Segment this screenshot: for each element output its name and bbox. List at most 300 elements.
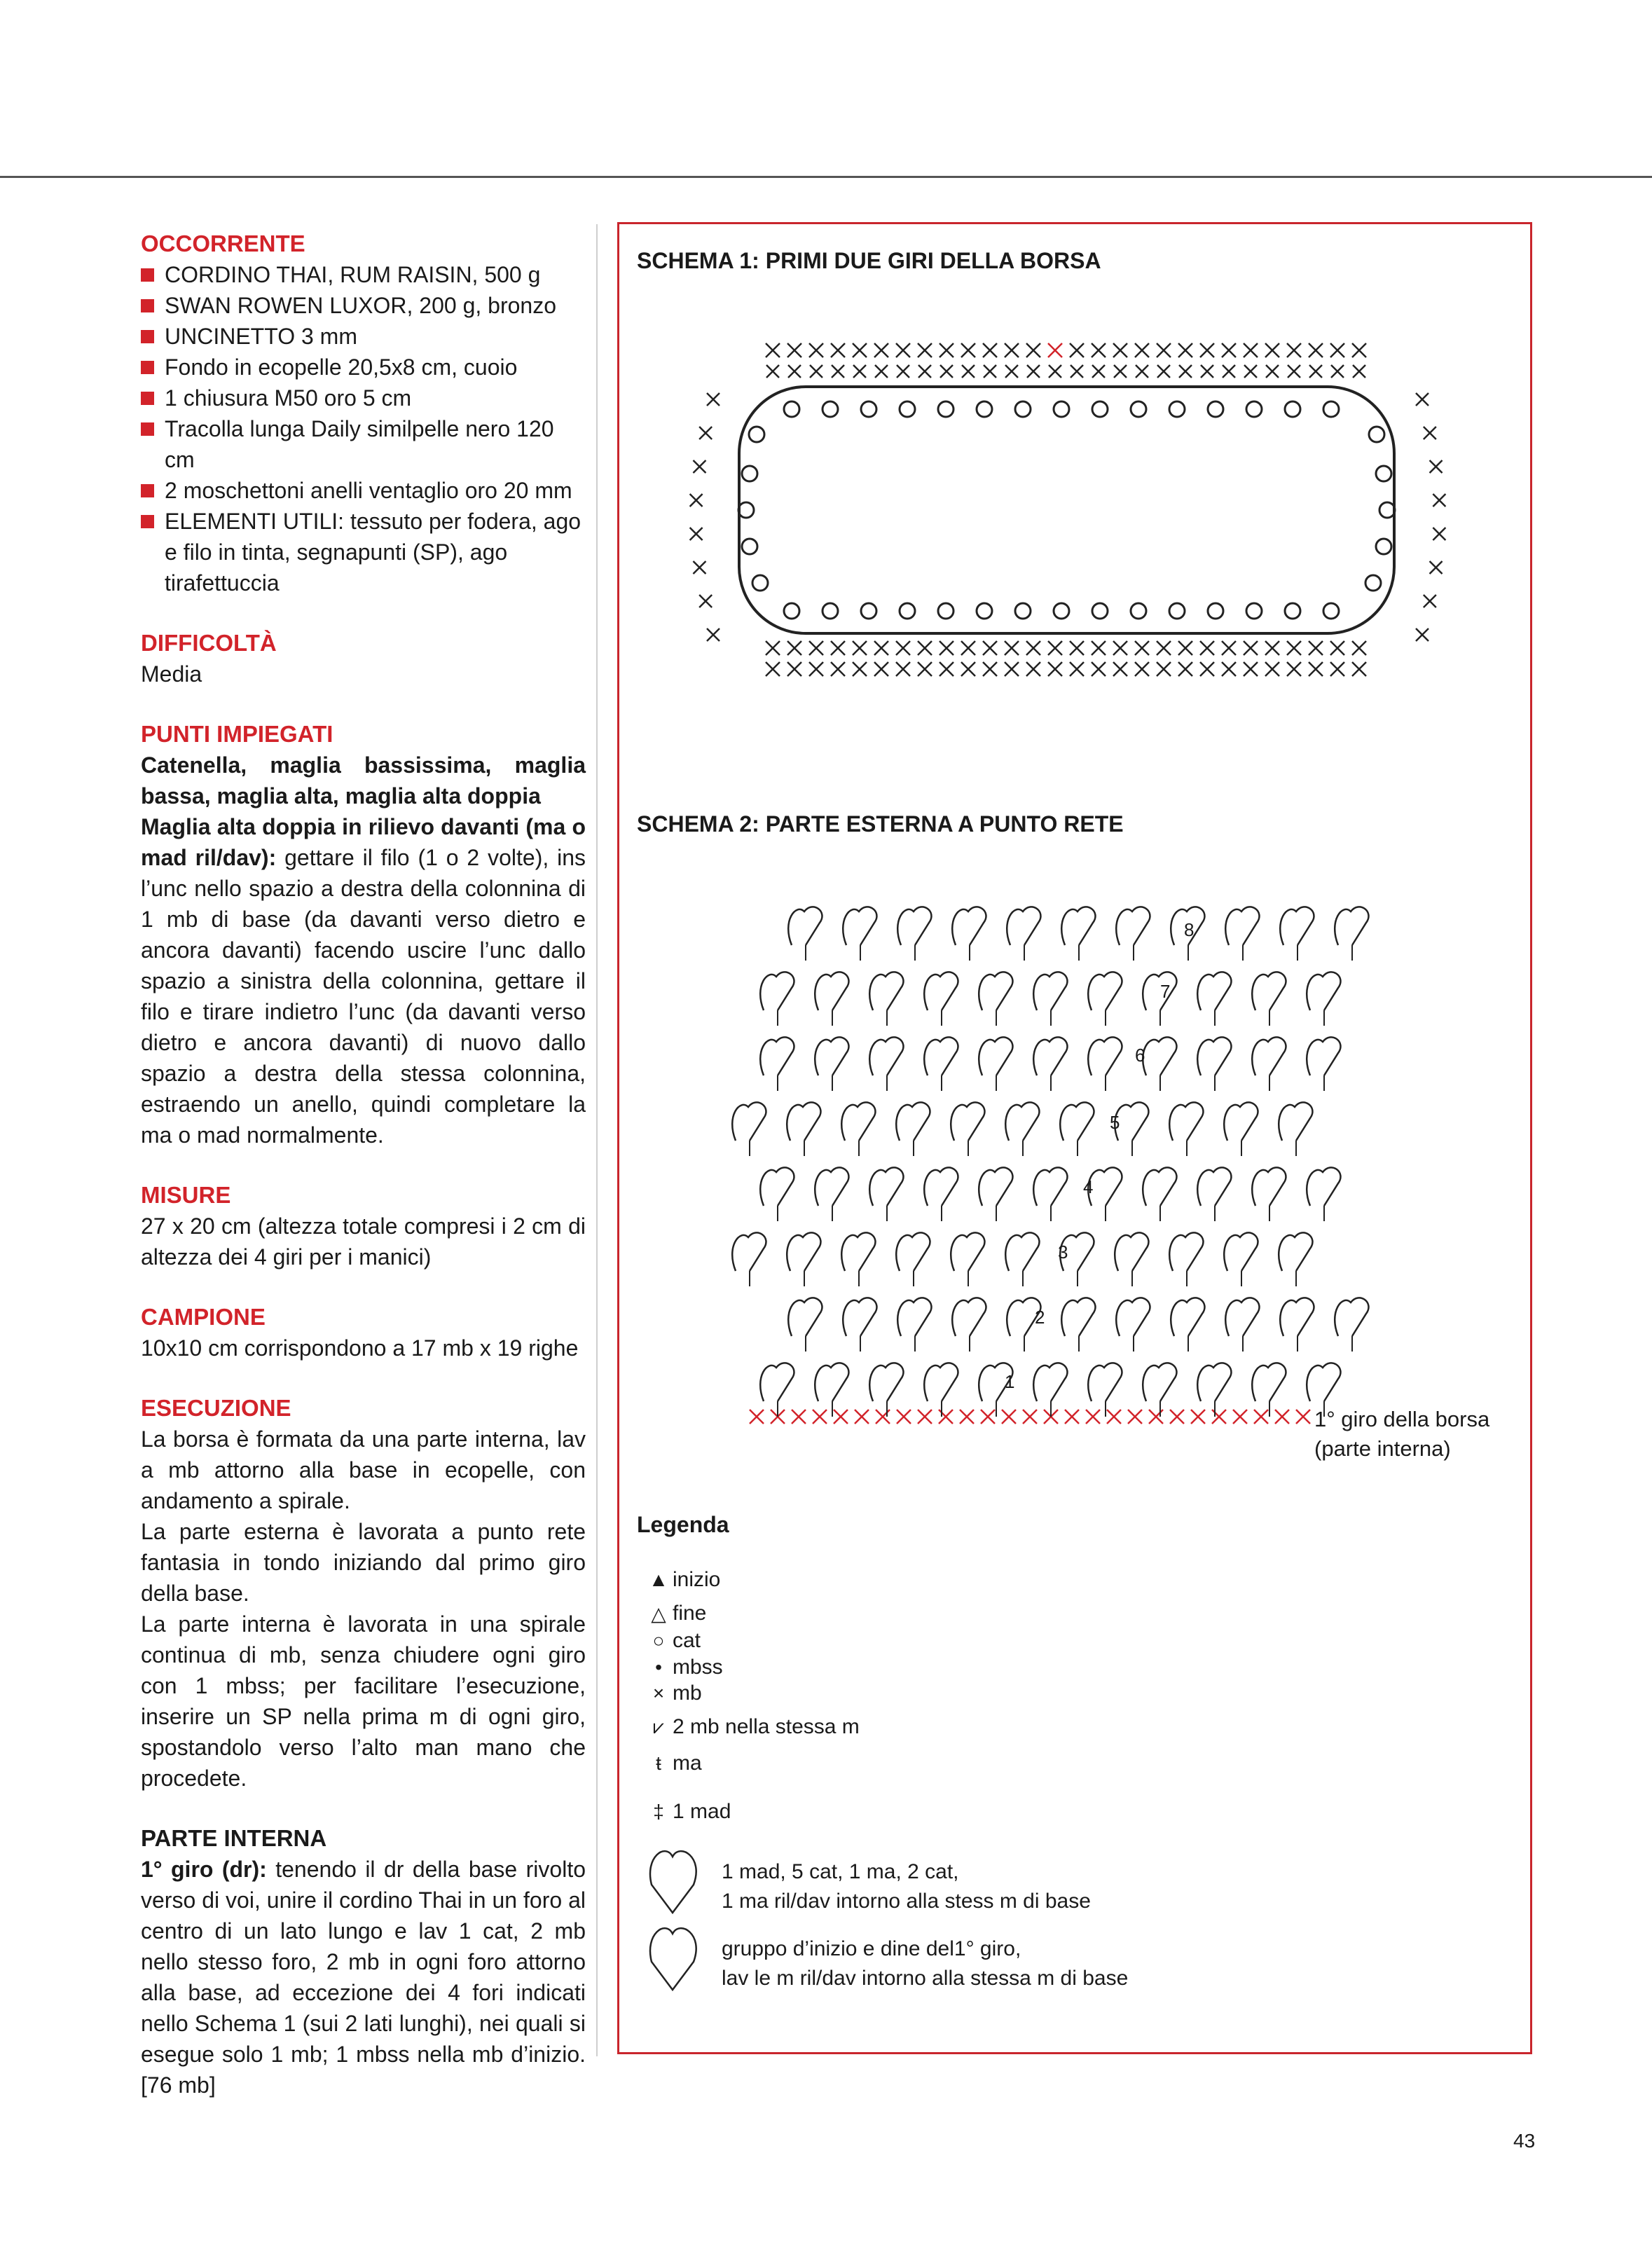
chain-mark (1365, 575, 1381, 591)
shell-stitch-mark (841, 1102, 875, 1141)
shell-stitch-mark (896, 1232, 930, 1271)
shell-stitch-mark (869, 1167, 903, 1206)
single-crochet-mark (1136, 365, 1148, 378)
single-crochet-mark (766, 343, 780, 357)
shell-stitch-mark (1197, 972, 1231, 1010)
section-text: 27 x 20 cm (altezza totale compresi i 2 cm di altezza dei 4 giri per i manici) (141, 1213, 586, 1270)
shell-stitch-mark (1116, 907, 1150, 945)
legend-text: 1 mad, 5 cat, 1 ma, 2 cat, (722, 1860, 959, 1883)
treble-crochet-icon: ‡ (653, 1801, 664, 1822)
schema2-caption-line1: 1° giro della borsa (1314, 1407, 1490, 1431)
shell-group-icon (650, 1851, 696, 1913)
shell-stitch-mark (1307, 972, 1340, 1010)
single-crochet-mark (1113, 343, 1127, 357)
single-crochet-mark (874, 343, 888, 357)
single-crochet-mark (1157, 641, 1171, 655)
list-item: UNCINETTO 3 mm (141, 321, 586, 352)
single-crochet-mark (1070, 662, 1084, 676)
single-crochet-mark (1266, 365, 1279, 378)
single-crochet-mark (1128, 1410, 1142, 1424)
single-crochet-mark (1023, 1410, 1037, 1424)
single-crochet-mark (1113, 662, 1127, 676)
single-crochet-mark (1296, 1410, 1310, 1424)
shell-stitch-mark (788, 907, 822, 945)
row-label: 2 (1035, 1307, 1045, 1328)
chain-mark (1379, 502, 1395, 518)
legend-item: ▲ inizio (645, 1566, 720, 1594)
list-item: Fondo in ecopelle 20,5x8 cm, cuoio (141, 352, 586, 383)
chain-mark (1131, 603, 1146, 619)
single-crochet-mark (1135, 343, 1149, 357)
single-crochet-mark (766, 641, 780, 655)
single-crochet-mark (1092, 662, 1106, 676)
single-crochet-mark (1092, 365, 1105, 378)
shell-stitch-mark (1007, 907, 1040, 945)
shell-stitch-mark (869, 972, 903, 1010)
shell-stitch-mark (1169, 1102, 1203, 1141)
shell-stitch-mark (924, 1037, 958, 1075)
shell-stitch-mark (1143, 1363, 1176, 1401)
single-crochet-mark (1330, 662, 1344, 676)
single-crochet-mark (918, 662, 932, 676)
section-title: DIFFICOLTÀ (141, 630, 277, 656)
single-crochet-mark (1433, 528, 1445, 540)
single-crochet-mark (1048, 343, 1062, 357)
single-crochet-mark (766, 365, 779, 378)
section-text: La parte interna è lavorata in una spirale continua di mb, senza chiudere ogni giro con 1 mbss; per facilitare l’esecuzione, inserire un SP nella prima m di ogni giro, spostandolo verso l’alto man mano che procedete. (141, 1611, 586, 1791)
start-arrow-icon: ▲ (649, 1569, 668, 1590)
shell-stitch-mark (979, 1167, 1012, 1206)
shell-stitch-mark (760, 1167, 794, 1206)
single-crochet-mark (1005, 662, 1019, 676)
single-crochet-mark (983, 662, 997, 676)
single-crochet-mark (1424, 427, 1436, 439)
single-crochet-mark (939, 343, 954, 357)
shell-stitch-mark (788, 1298, 822, 1336)
legend-item: ŧ ma (645, 1749, 702, 1777)
legend-item: ‡ 1 mad (645, 1798, 731, 1826)
single-crochet-mark (1048, 641, 1062, 655)
single-crochet-mark (1430, 460, 1443, 473)
single-crochet-mark (1026, 641, 1040, 655)
chain-mark (938, 401, 954, 417)
single-crochet-mark (831, 662, 845, 676)
shell-stitch-mark (841, 1232, 875, 1271)
single-crochet-mark (940, 365, 953, 378)
single-crochet-mark (813, 1410, 827, 1424)
single-crochet-mark (1200, 641, 1214, 655)
shell-stitch-mark (1169, 1232, 1203, 1271)
single-crochet-mark (1065, 1410, 1079, 1424)
shell-stitch-mark (951, 1232, 984, 1271)
single-crochet-mark (1200, 662, 1214, 676)
schema1-title: SCHEMA 1: PRIMI DUE GIRI DELLA BORSA (637, 248, 1101, 273)
shell-stitch-mark (1252, 1363, 1286, 1401)
chain-mark (1323, 401, 1339, 417)
single-crochet-mark (809, 641, 823, 655)
chain-mark (742, 466, 757, 481)
chain-mark (1208, 401, 1223, 417)
single-crochet-mark (1233, 1410, 1247, 1424)
single-crochet-mark (1275, 1410, 1289, 1424)
single-crochet-icon: × (652, 1682, 665, 1704)
single-crochet-mark (918, 365, 931, 378)
single-crochet-mark (918, 641, 932, 655)
single-crochet-mark (809, 662, 823, 676)
single-crochet-mark (1244, 662, 1258, 676)
list-item: ELEMENTI UTILI: tessuto per fodera, ago e filo in tinta, segnapunti (SP), ago tirafettuccia (141, 506, 586, 598)
single-crochet-mark (1005, 343, 1019, 357)
section-title: MISURE (141, 1182, 231, 1208)
single-crochet-mark (1200, 343, 1214, 357)
double-crochet-icon: ŧ (656, 1752, 661, 1774)
shell-stitch-mark (787, 1232, 820, 1271)
shell-stitch-mark (815, 1167, 848, 1206)
single-crochet-mark (1330, 641, 1344, 655)
shell-stitch-mark (1224, 1102, 1258, 1141)
single-crochet-mark (853, 641, 867, 655)
shell-stitch-mark (1280, 907, 1314, 945)
chain-mark (749, 427, 764, 442)
chain-mark (1246, 603, 1262, 619)
shell-stitch-mark (1225, 907, 1259, 945)
chain-mark (1131, 401, 1146, 417)
single-crochet-mark (1222, 343, 1236, 357)
shell-stitch-mark (1197, 1363, 1231, 1401)
section-text: Media (141, 661, 202, 687)
legend-text: lav le m ril/dav intorno alla stessa m di base (722, 1967, 1129, 1990)
row-label: 7 (1160, 981, 1171, 1002)
section-text: 10x10 cm corrispondono a 17 mb x 19 righe (141, 1335, 579, 1361)
shell-stitch-mark (1280, 1298, 1314, 1336)
shell-stitch-mark (1033, 1167, 1067, 1206)
two-sc-same-stitch-icon: ⩗ (653, 1715, 664, 1738)
single-crochet-mark (1135, 641, 1149, 655)
shell-stitch-mark (1088, 1363, 1122, 1401)
single-crochet-mark (1309, 662, 1323, 676)
section-title: CAMPIONE (141, 1304, 266, 1330)
shell-stitch-mark (843, 1298, 876, 1336)
list-item: Tracolla lunga Daily similpelle nero 120 cm (141, 413, 586, 475)
single-crochet-mark (699, 595, 712, 607)
single-crochet-mark (962, 365, 975, 378)
shell-stitch-mark (1115, 1232, 1148, 1271)
shell-stitch-mark (1005, 1232, 1039, 1271)
single-crochet-mark (1330, 343, 1344, 357)
single-crochet-mark (939, 641, 954, 655)
shell-stitch-mark (979, 972, 1012, 1010)
shell-stitch-mark (897, 907, 931, 945)
shell-stitch-mark (924, 972, 958, 1010)
end-arrow-icon: △ (651, 1602, 666, 1625)
single-crochet-mark (1353, 365, 1365, 378)
single-crochet-mark (1222, 641, 1236, 655)
single-crochet-mark (1178, 343, 1192, 357)
shell-stitch-mark (1061, 1298, 1095, 1336)
shell-stitch-mark (952, 907, 986, 945)
shell-stitch-mark (760, 972, 794, 1010)
shell-stitch-mark (1335, 1298, 1368, 1336)
single-crochet-mark (1254, 1410, 1268, 1424)
shell-stitch-mark (896, 1102, 930, 1141)
shell-stitch-mark (1197, 1037, 1231, 1075)
single-crochet-mark (874, 662, 888, 676)
list-item: SWAN ROWEN LUXOR, 200 g, bronzo (141, 290, 586, 321)
shell-stitch-mark (1252, 1167, 1286, 1206)
shell-group-icon (650, 1928, 696, 1990)
single-crochet-mark (1026, 662, 1040, 676)
shell-stitch-mark (1307, 1167, 1340, 1206)
single-crochet-mark (961, 343, 975, 357)
chain-mark (1369, 427, 1384, 442)
shell-stitch-mark (1088, 1037, 1122, 1075)
single-crochet-mark (960, 1410, 974, 1424)
shell-stitch-mark (787, 1102, 820, 1141)
single-crochet-mark (918, 1410, 932, 1424)
single-crochet-mark (690, 528, 703, 540)
chain-mark (1376, 539, 1391, 554)
chain-mark (1208, 603, 1223, 619)
shell-stitch-mark (869, 1037, 903, 1075)
base-outline (739, 387, 1394, 633)
single-crochet-mark (1178, 641, 1192, 655)
schema2-title: SCHEMA 2: PARTE ESTERNA A PUNTO RETE (637, 811, 1124, 837)
single-crochet-mark (1424, 595, 1436, 607)
shell-stitch-mark (1252, 972, 1286, 1010)
row-label: 8 (1184, 919, 1195, 940)
row-label: 5 (1110, 1112, 1120, 1133)
single-crochet-mark (831, 343, 845, 357)
single-crochet-mark (1416, 393, 1429, 406)
single-crochet-mark (1092, 641, 1106, 655)
slip-stitch-icon: • (655, 1656, 662, 1678)
shell-stitch-mark (951, 1102, 984, 1141)
list-item: CORDINO THAI, RUM RAISIN, 500 g (141, 259, 586, 290)
single-crochet-mark (896, 641, 910, 655)
single-crochet-mark (1070, 343, 1084, 357)
single-crochet-mark (853, 662, 867, 676)
chain-mark (1092, 401, 1108, 417)
chain-mark (1015, 603, 1031, 619)
shell-stitch-mark (732, 1102, 766, 1141)
shell-stitch-mark (1005, 1102, 1039, 1141)
single-crochet-mark (1288, 365, 1300, 378)
chain-mark (900, 401, 915, 417)
shell-stitch-mark (1307, 1363, 1340, 1401)
shell-stitch-mark (1033, 972, 1067, 1010)
single-crochet-mark (981, 1410, 995, 1424)
shell-stitch-mark (760, 1363, 794, 1401)
legend-item: △ fine (645, 1600, 706, 1628)
single-crochet-mark (897, 1410, 911, 1424)
section-text: Maglia alta doppia in rilievo davanti (ma o mad ril/dav): gettare il filo (1 o 2 volte), ins l’unc nello spazio a destra della colonnina di 1 mb di base (da davanti verso dietro e ancora davanti) facendo uscire l’unc dallo spazio a sinistra della colonnina, gettare il filo e tirare indietro l’unc (da davanti verso dietro e ancora davanti) di nuovo dallo spazio a destra della stessa colonnina, estraendo un anello, quindi completare la ma o mad normalmente. (141, 814, 586, 1148)
single-crochet-mark (1287, 641, 1301, 655)
chain-mark (1285, 603, 1300, 619)
single-crochet-mark (896, 662, 910, 676)
single-crochet-mark (1430, 561, 1443, 574)
chain-mark (1015, 401, 1031, 417)
single-crochet-mark (1157, 343, 1171, 357)
single-crochet-mark (809, 343, 823, 357)
single-crochet-mark (1026, 343, 1040, 357)
legend-item: ○ cat (645, 1627, 701, 1655)
single-crochet-mark (1070, 641, 1084, 655)
shell-stitch-mark (1033, 1037, 1067, 1075)
single-crochet-mark (1179, 365, 1192, 378)
shell-stitch-mark (1116, 1298, 1150, 1336)
single-crochet-mark (831, 641, 845, 655)
single-crochet-mark (1191, 1410, 1205, 1424)
single-crochet-mark (918, 343, 932, 357)
single-crochet-mark (1113, 641, 1127, 655)
shell-stitch-mark (924, 1167, 958, 1206)
single-crochet-mark (983, 343, 997, 357)
single-crochet-mark (699, 427, 712, 439)
shell-stitch-mark (1225, 1298, 1259, 1336)
single-crochet-mark (874, 641, 888, 655)
legend-icons (650, 1851, 696, 1990)
single-crochet-mark (1352, 343, 1366, 357)
single-crochet-mark (693, 460, 705, 473)
single-crochet-mark (1178, 662, 1192, 676)
single-crochet-mark (788, 365, 801, 378)
single-crochet-mark (1002, 1410, 1016, 1424)
single-crochet-mark (853, 365, 866, 378)
single-crochet-mark (766, 662, 780, 676)
single-crochet-mark (750, 1410, 764, 1424)
chain-mark (1054, 603, 1069, 619)
section-title: PUNTI IMPIEGATI (141, 721, 333, 747)
single-crochet-mark (1222, 662, 1236, 676)
single-crochet-mark (1309, 343, 1323, 357)
single-crochet-mark (1287, 343, 1301, 357)
shell-stitch-mark (732, 1232, 766, 1271)
single-crochet-mark (1048, 662, 1062, 676)
single-crochet-mark (1157, 365, 1170, 378)
chain-mark (784, 603, 799, 619)
single-crochet-mark (1265, 662, 1279, 676)
schema2-caption-line2: (parte interna) (1314, 1436, 1451, 1461)
single-crochet-mark (897, 365, 909, 378)
chain-mark (1285, 401, 1300, 417)
single-crochet-mark (939, 662, 954, 676)
single-crochet-mark (1352, 662, 1366, 676)
shell-stitch-mark (815, 1363, 848, 1401)
section-text: Catenella, maglia bassissima, maglia bassa, maglia alta, maglia alta doppia (141, 752, 586, 809)
shell-stitch-mark (1307, 1037, 1340, 1075)
shell-stitch-mark (869, 1363, 903, 1401)
shell-stitch-mark (1088, 972, 1122, 1010)
single-crochet-mark (1092, 343, 1106, 357)
single-crochet-mark (787, 662, 801, 676)
single-crochet-mark (693, 561, 705, 574)
shell-stitch-mark (1143, 1037, 1176, 1075)
single-crochet-mark (1265, 641, 1279, 655)
row-label: 3 (1058, 1242, 1068, 1263)
chain-mark (861, 401, 876, 417)
single-crochet-mark (1223, 365, 1235, 378)
single-crochet-mark (855, 1410, 869, 1424)
single-crochet-mark (1244, 365, 1257, 378)
single-crochet-mark (1170, 1410, 1184, 1424)
section-title: OCCORRENTE (141, 231, 305, 256)
single-crochet-mark (1309, 641, 1323, 655)
chain-mark (1323, 603, 1339, 619)
single-crochet-mark (787, 343, 801, 357)
chain-mark (752, 575, 768, 591)
single-crochet-mark (707, 393, 720, 406)
shell-stitch-mark (897, 1298, 931, 1336)
legend-text: 1 ma ril/dav intorno alla stess m di base (722, 1890, 1091, 1913)
chain-mark (742, 539, 757, 554)
chain-mark (977, 401, 992, 417)
schema2-diagram (732, 907, 1368, 1424)
shell-stitch-mark (1279, 1102, 1312, 1141)
shell-stitch-mark (1033, 1363, 1067, 1401)
single-crochet-mark (690, 494, 703, 507)
chain-mark (1169, 603, 1185, 619)
chain-mark (900, 603, 915, 619)
single-crochet-mark (1027, 365, 1040, 378)
legend-title: Legenda (637, 1512, 729, 1537)
legend-item: ⩗ 2 mb nella stessa m (645, 1713, 860, 1741)
shell-stitch-mark (1197, 1167, 1231, 1206)
chain-mark (1376, 466, 1391, 481)
chain-icon: ○ (652, 1630, 665, 1651)
shell-stitch-mark (952, 1298, 986, 1336)
chain-mark (822, 401, 838, 417)
single-crochet-mark (1287, 662, 1301, 676)
legend-item: × mb (645, 1679, 702, 1707)
chain-mark (784, 401, 799, 417)
single-crochet-mark (1309, 365, 1322, 378)
single-crochet-mark (1157, 662, 1171, 676)
single-crochet-mark (1005, 365, 1018, 378)
chain-mark (938, 603, 954, 619)
list-item: 1 chiusura M50 oro 5 cm (141, 383, 586, 413)
single-crochet-mark (1107, 1410, 1121, 1424)
shell-stitch-mark (1061, 907, 1095, 945)
shell-stitch-mark (815, 972, 848, 1010)
single-crochet-mark (961, 641, 975, 655)
shell-stitch-mark (1171, 1298, 1204, 1336)
single-crochet-mark (1049, 365, 1061, 378)
shell-stitch-mark (1224, 1232, 1258, 1271)
chain-mark (822, 603, 838, 619)
shell-stitch-mark (1143, 1167, 1176, 1206)
legend-text: gruppo d’inizio e dine del1° giro, (722, 1937, 1021, 1960)
shell-stitch-mark (843, 907, 876, 945)
chain-mark (738, 502, 754, 518)
shell-stitch-mark (1335, 907, 1368, 945)
chain-mark (1169, 401, 1185, 417)
chain-mark (977, 603, 992, 619)
page-number: 43 (1513, 2130, 1536, 2152)
section-title: ESECUZIONE (141, 1395, 291, 1421)
single-crochet-mark (1005, 641, 1019, 655)
single-crochet-mark (1201, 365, 1213, 378)
single-crochet-mark (1071, 365, 1083, 378)
single-crochet-mark (1244, 343, 1258, 357)
single-crochet-mark (961, 662, 975, 676)
shell-stitch-mark (815, 1037, 848, 1075)
single-crochet-mark (853, 343, 867, 357)
schema1-diagram (690, 343, 1446, 676)
single-crochet-mark (1114, 365, 1127, 378)
shell-stitch-mark (979, 1037, 1012, 1075)
section-text: La borsa è formata da una parte interna, lav a mb attorno alla base in ecopelle, con andamento a spirale. (141, 1426, 586, 1513)
single-crochet-mark (1086, 1410, 1100, 1424)
